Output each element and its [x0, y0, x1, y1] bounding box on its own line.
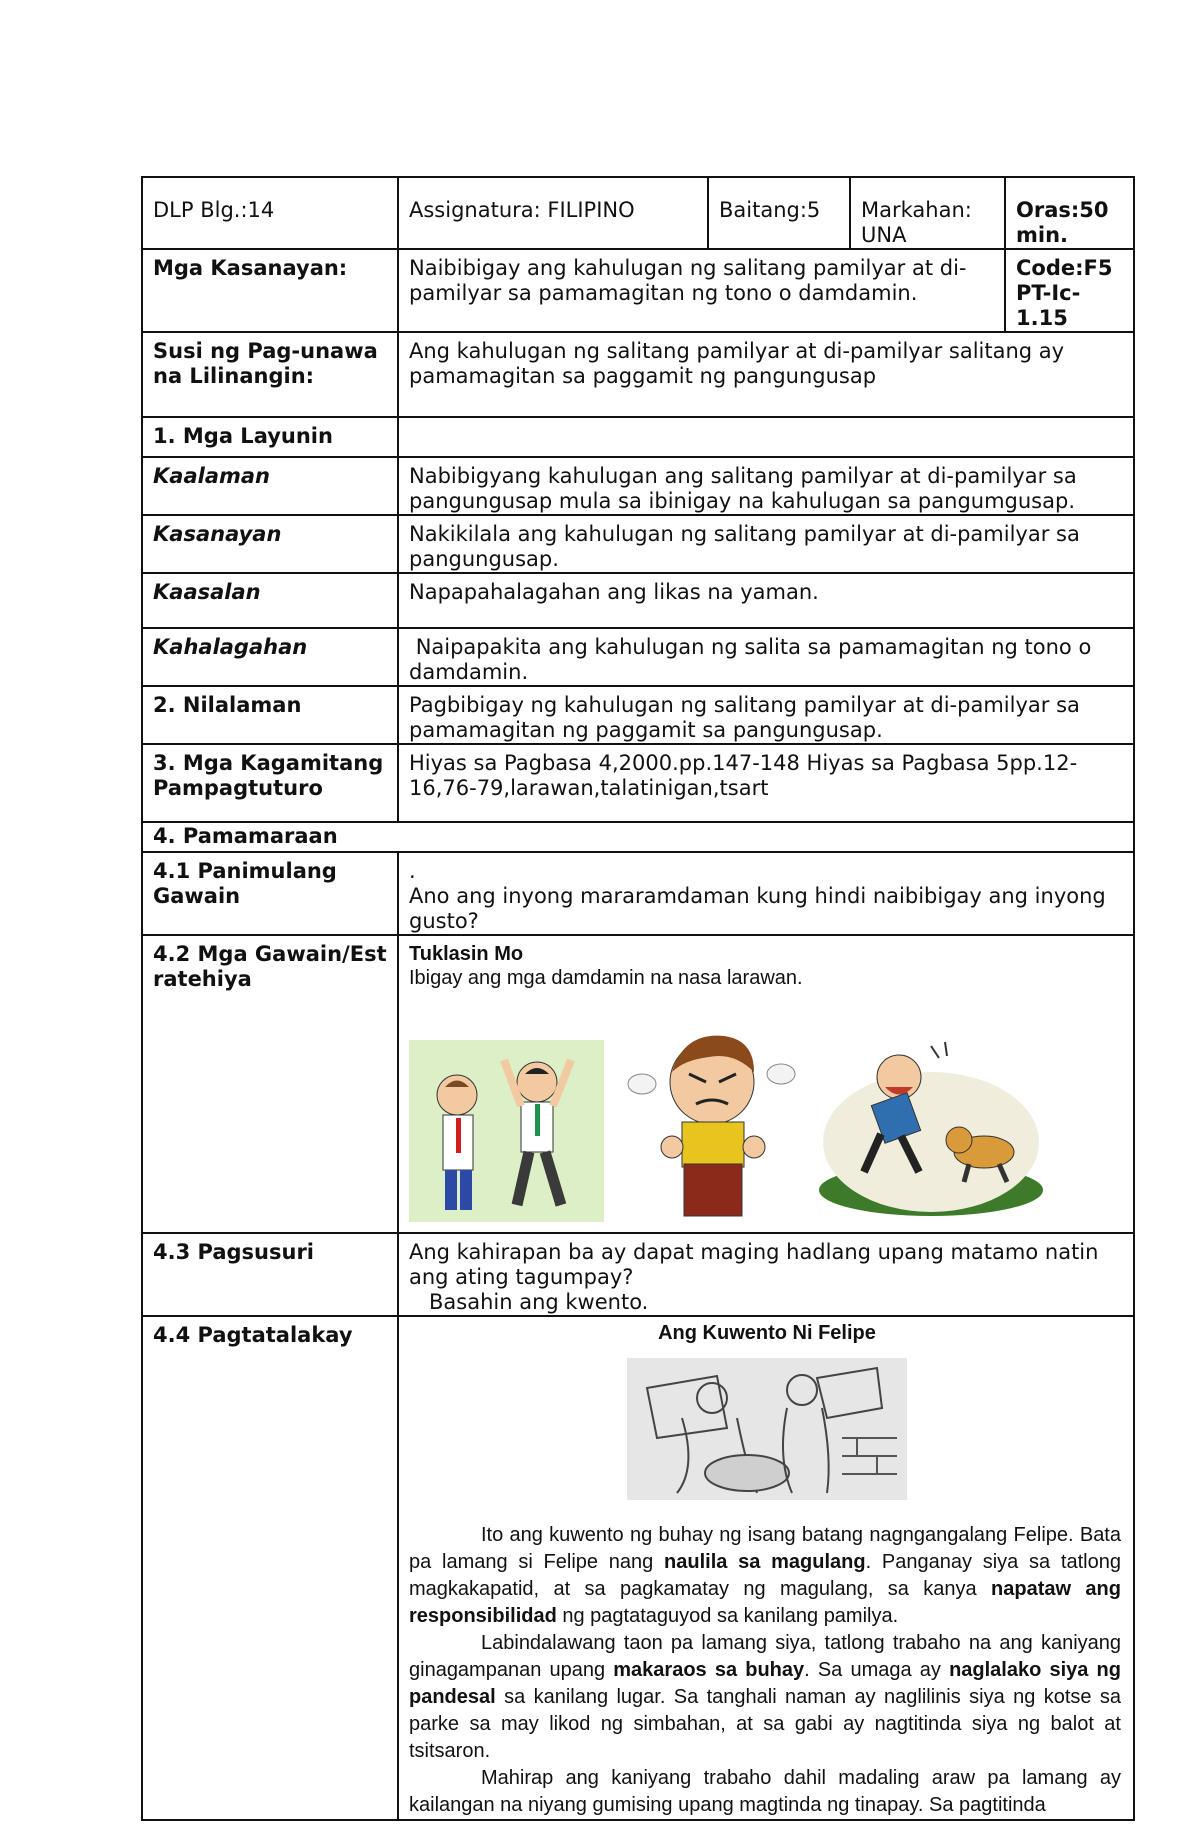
analysis-cell	[398, 1233, 1134, 1316]
story-paragraph: Mahirap ang kaniyang trabaho dahil madaling araw pa lamang ay kailangan na niyang gumising upang magtinda ng tinapay. Sa pagtitinda	[409, 1767, 1121, 1816]
intro-row	[142, 852, 1134, 935]
grade: Baitang:5	[708, 177, 850, 249]
intro-question: Ano ang inyong mararamdaman kung hindi naibibigay ang inyong gusto?	[409, 884, 1106, 933]
analysis-question: Ang kahirapan ba ay dapat maging hadlang upang matamo natin ang ating tagumpay?	[409, 1240, 1099, 1289]
discussion-cell	[398, 1316, 1134, 1820]
activity-cell	[398, 935, 1134, 1233]
happy-sad-boys-illustration	[409, 1040, 604, 1222]
subject: Assignatura: FILIPINO	[398, 177, 708, 249]
skills-label: Mga Kasanayan:	[142, 249, 398, 332]
man-chased-by-dog-illustration	[819, 1032, 1044, 1222]
procedure-label: 4. Pamamaraan	[142, 822, 1134, 852]
objective-label: Kahalagahan	[142, 628, 398, 686]
content-label: 2. Nilalaman	[142, 686, 398, 744]
discussion-label: 4.4 Pagtatalakay	[142, 1316, 398, 1820]
lesson-plan-table	[141, 176, 1135, 1821]
objective-label: Kaalaman	[142, 457, 398, 515]
materials-row	[142, 744, 1134, 822]
objective-row	[142, 457, 1134, 515]
understanding-text: Ang kahulugan ng salitang pamilyar at di-pamilyar salitang ay pamamagitan sa paggamit ng pangungusap	[398, 332, 1134, 417]
objective-label: Kasanayan	[142, 515, 398, 573]
story-title: Ang Kuwento Ni Felipe	[658, 1322, 876, 1344]
content-row	[142, 686, 1134, 744]
story-paragraph: Ito ang kuwento ng buhay ng isang batang nagngangalang Felipe. Bata pa lamang si Felipe nang naulila sa magulang. Panganay siya sa tatlong magkakapatid, at sa pagkamatay ng magulang, sa kanya napataw ang responsibilidad ng pagtataguyod sa kanilang pamilya.	[409, 1524, 1121, 1627]
materials-text: Hiyas sa Pagbasa 4,2000.pp.147-148 Hiyas sa Pagbasa 5pp.12-16,76-79,larawan,talatinigan,tsart	[398, 744, 1134, 822]
objective-text: Naipapakita ang kahulugan ng salita sa pamamagitan ng tono o damdamin.	[398, 628, 1134, 686]
content-text: Pagbibigay ng kahulugan ng salitang pamilyar at di-pamilyar sa pamamagitan ng paggamit sa pangungusap.	[398, 686, 1134, 744]
skills-text: Naibibigay ang kahulugan ng salitang pamilyar at di-pamilyar sa pamamagitan ng tono o damdamin.	[398, 249, 1005, 332]
header-row	[142, 177, 1134, 249]
competency-code: Code:F5 PT-Ic-1.15	[1005, 249, 1134, 332]
dlp-number: DLP Blg.:14	[142, 177, 398, 249]
activity-title: Tuklasin Mo	[409, 943, 524, 965]
angry-boy-illustration	[624, 1022, 799, 1222]
objective-text: Nakikilala ang kahulugan ng salitang pamilyar at di-pamilyar sa pangungusap.	[398, 515, 1134, 573]
objectives-label: 1. Mga Layunin	[142, 417, 398, 457]
analysis-label: 4.3 Pagsusuri	[142, 1233, 398, 1316]
intro-cell	[398, 852, 1134, 935]
duration: Oras:50 min.	[1005, 177, 1134, 249]
activity-label: 4.2 Mga Gawain/Estratehiya	[142, 935, 398, 1233]
story-sketch-illustration	[627, 1358, 907, 1500]
intro-label: 4.1 Panimulang Gawain	[142, 852, 398, 935]
activity-instruction: Ibigay ang mga damdamin na nasa larawan.	[409, 967, 803, 989]
objective-text: Nabibigyang kahulugan ang salitang pamilyar at di-pamilyar sa pangungusap mula sa ibinigay na kahulugan sa pangumgusap.	[398, 457, 1134, 515]
intro-dot: .	[409, 859, 416, 883]
objective-label: Kaasalan	[142, 573, 398, 628]
skills-row	[142, 249, 1134, 332]
quarter: Markahan: UNA	[850, 177, 1005, 249]
emotion-images	[409, 1004, 1125, 1232]
story-paragraph: Labindalawang taon pa lamang siya, tatlong trabaho na ang kaniyang ginagampanan upang makaraos sa buhay. Sa umaga ay naglalako siya ng pandesal sa kanilang lugar. Sa tanghali naman ay naglilinis siya ng kotse sa parke sa may likod ng simbahan, at sa gabi ay nagtitinda siya ng balot at tsitsaron.	[409, 1632, 1121, 1762]
analysis-row	[142, 1233, 1134, 1316]
objective-row	[142, 573, 1134, 628]
objectives-row	[142, 417, 1134, 457]
understanding-label: Susi ng Pag-unawa na Lilinangin:	[142, 332, 398, 417]
materials-label: 3. Mga Kagamitang Pampagtuturo	[142, 744, 398, 822]
discussion-row	[142, 1316, 1134, 1820]
procedure-row	[142, 822, 1134, 852]
understanding-row	[142, 332, 1134, 417]
objective-row	[142, 515, 1134, 573]
objective-text: Napapahalagahan ang likas na yaman.	[398, 573, 1134, 628]
activity-row	[142, 935, 1134, 1233]
story-text	[409, 1522, 1125, 1819]
objective-row	[142, 628, 1134, 686]
analysis-instruction: Basahin ang kwento.	[429, 1290, 649, 1314]
